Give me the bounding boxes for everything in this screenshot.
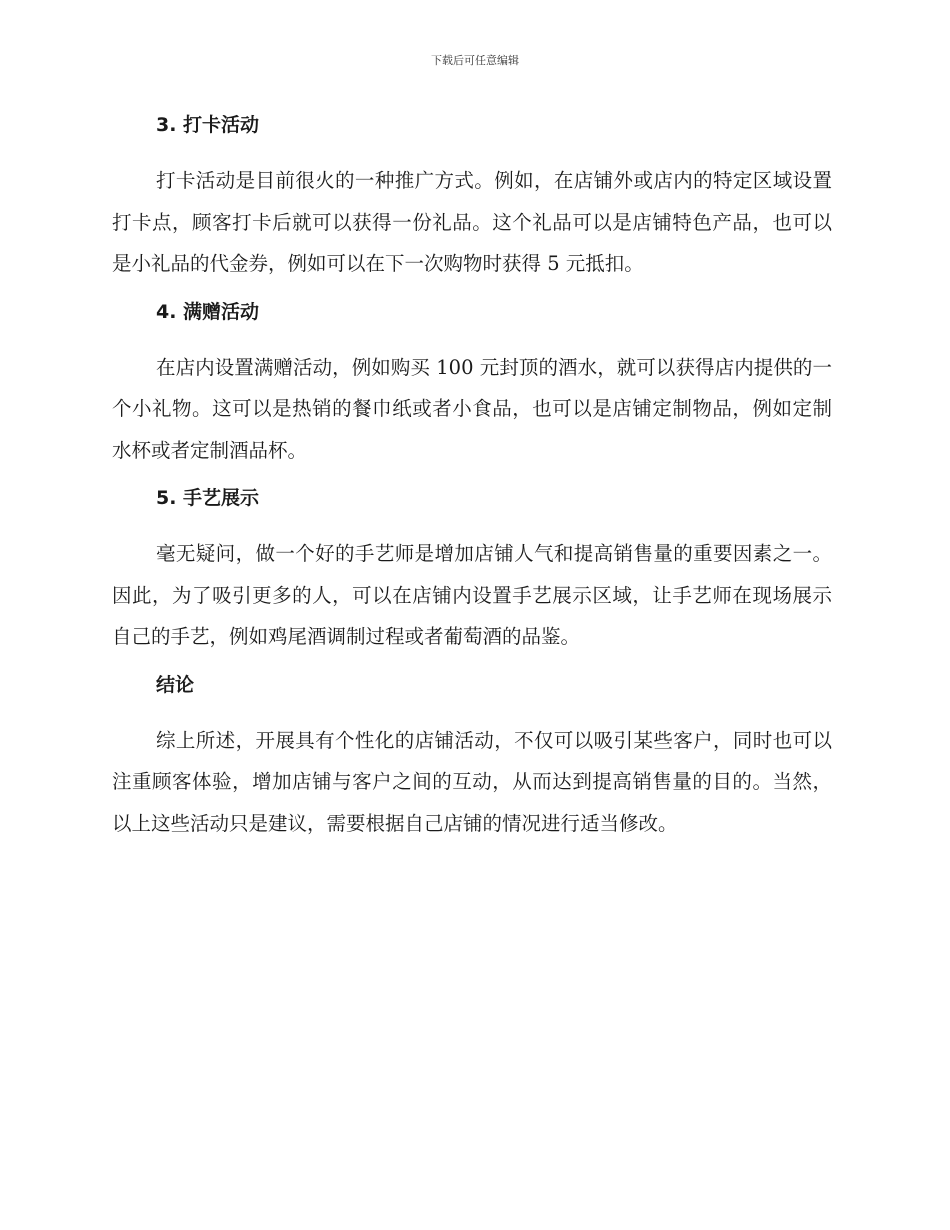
section-paragraph: 在店内设置满赠活动，例如购买 100 元封顶的酒水，就可以获得店内提供的一个小礼物。这可以是热销的餐巾纸或者小食品，也可以是店铺定制物品，例如定制水杯或者定制酒品杯。 <box>112 355 832 462</box>
section-paragraph: 综上所述，开展具有个性化的店铺活动，不仅可以吸引某些客户，同时也可以注重顾客体验，增加店铺与客户之间的互动，从而达到提高销售量的目的。当然，以上这些活动只是建议，需要根据自己店铺的情况进行适当修改。 <box>112 728 832 835</box>
section-paragraph: 打卡活动是目前很火的一种推广方式。例如，在店铺外或店内的特定区域设置打卡点，顾客打卡后就可以获得一份礼品。这个礼品可以是店铺特色产品，也可以是小礼品的代金券，例如可以在下一次购物时获得 5 元抵扣。 <box>112 169 832 275</box>
section-check-in-activity <box>112 110 832 285</box>
section-heading: 4. 满赠活动 <box>156 300 260 323</box>
document-body <box>112 110 832 856</box>
section-craft-display <box>112 483 832 658</box>
section-heading: 5. 手艺展示 <box>156 487 260 509</box>
section-heading: 3. 打卡活动 <box>156 114 260 136</box>
section-gift-activity <box>112 297 832 472</box>
section-conclusion <box>112 670 832 845</box>
page-header: 下载后可任意编辑 <box>431 54 519 67</box>
section-heading: 结论 <box>156 673 195 696</box>
section-paragraph: 毫无疑问，做一个好的手艺师是增加店铺人气和提高销售量的重要因素之一。因此，为了吸引更多的人，可以在店铺内设置手艺展示区域，让手艺师在现场展示自己的手艺，例如鸡尾酒调制过程或者葡萄酒的品鉴。 <box>112 542 832 648</box>
